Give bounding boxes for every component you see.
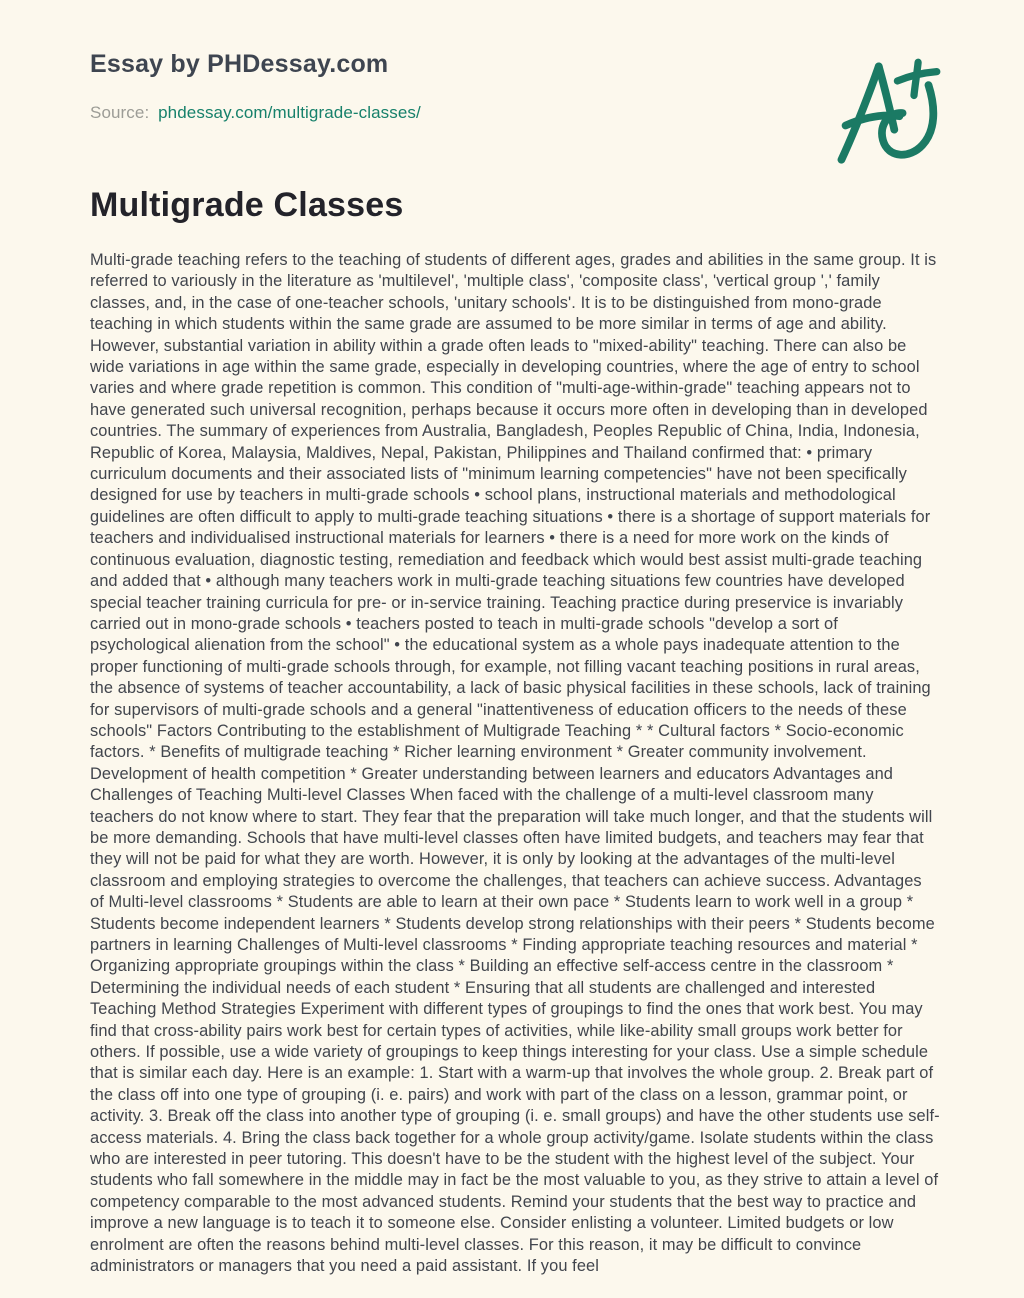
- essay-title: Multigrade Classes: [90, 186, 404, 224]
- page-header: [90, 50, 421, 123]
- brand-title: Essay by PHDessay.com: [90, 50, 389, 78]
- source-line: [90, 103, 421, 123]
- phdessay-a-plus-logo: [828, 54, 944, 168]
- a-plus-icon: [828, 54, 944, 168]
- essay-body: Multi-grade teaching refers to the teaching of students of different ages, grades and abilities in the same group. It is referred to variously in the literature as 'multilevel', 'multiple class', 'composite class', 'vertical group ',' family classes, and, in the case of one-teacher schools, 'unitary schools'. It is to be distinguished from mono-grade teaching in which students within the same grade are assumed to be more similar in terms of age and ability. However, substantial variation in ability within a grade often leads to "mixed-ability" teaching. There can also be wide variations in age within the same grade, especially in developing countries, where the age of entry to school varies and where grade repetition is common. This condition of "multi-age-within-grade" teaching appears not to have generated such universal recognition, perhaps because it occurs more often in developing than in developed countries. The summary of experiences from Australia, Bangladesh, Peoples Republic of China, India, Indonesia, Republic of Korea, Malaysia, Maldives, Nepal, Pakistan, Philippines and Thailand confirmed that: • primary curriculum documents and their associated lists of "minimum learning competencies" have not been specifically designed for use by teachers in multi-grade schools • school plans, instructional materials and methodological guidelines are often difficult to apply to multi-grade teaching situations • there is a shortage of support materials for teachers and individualised instructional materials for learners • there is a need for more work on the kinds of continuous evaluation, diagnostic testing, remediation and feedback which would best assist multi-grade teaching and added that • although many teachers work in multi-grade teaching situations few countries have developed special teacher training curricula for pre- or in-service training. Teaching practice during preservice is invariably carried out in mono-grade schools • teachers posted to teach in multi-grade schools "develop a sort of psychological alienation from the school" • the educational system as a whole pays inadequate attention to the proper functioning of multi-grade schools through, for example, not filling vacant teaching positions in rural areas, the absence of systems of teacher accountability, a lack of basic physical facilities in these schools, lack of training for supervisors of multi-grade schools and a general "inattentiveness of education officers to the needs of these schools" Factors Contributing to the establishment of Multigrade Teaching * * Cultural factors * Socio-economic factors. * Benefits of multigrade teaching * Richer learning environment * Greater community involvement. Development of health competition * Greater understanding between learners and educators Advantages and Challenges of Teaching Multi-level Classes When faced with the challenge of a multi-level classroom many teachers do not know where to start. They fear that the preparation will take much longer, and that the students will be more demanding. Schools that have multi-level classes often have limited budgets, and teachers may fear that they will not be paid for what they are worth. However, it is only by looking at the advantages of the multi-level classroom and employing strategies to overcome the challenges, that teachers can achieve success. Advantages of Multi-level classrooms * Students are able to learn at their own pace * Students learn to work well in a group * Students become independent learners * Students develop strong relationships with their peers * Students become partners in learning Challenges of Multi-level classrooms * Finding appropriate teaching resources and material * Organizing appropriate groupings within the class * Building an effective self-access centre in the classroom * Determining the individual needs of each student * Ensuring that all students are challenged and interested Teaching Method Strategies Experiment with different types of groupings to find the ones that work best. You may find that cross-ability pairs work best for certain types of activities, while like-ability small groups work better for others. If possible, use a wide variety of groupings to keep things interesting for your class. Use a simple schedule that is similar each day. Here is an example: 1. Start with a warm-up that involves the whole group. 2. Break part of the class off into one type of grouping (i. e. pairs) and work with part of the class on a lesson, grammar point, or activity. 3. Break off the class into another type of grouping (i. e. small groups) and have the other students use self-access materials. 4. Bring the class back together for a whole group activity/game. Isolate students within the class who are interested in peer tutoring. This doesn't have to be the student with the highest level of the subject. Your students who fall somewhere in the middle may in fact be the most valuable to you, as they strive to attain a level of competency comparable to the most advanced students. Remind your students that the best way to practice and improve a new language is to teach it to someone else. Consider enlisting a volunteer. Limited budgets or low enrolment are often the reasons behind multi-level classes. For this reason, it may be difficult to convince administrators or managers that you need a paid assistant. If you feel: [90, 251, 940, 1276]
- source-link[interactable]: phdessay.com/multigrade-classes/: [158, 103, 421, 122]
- source-label: Source:: [90, 103, 150, 122]
